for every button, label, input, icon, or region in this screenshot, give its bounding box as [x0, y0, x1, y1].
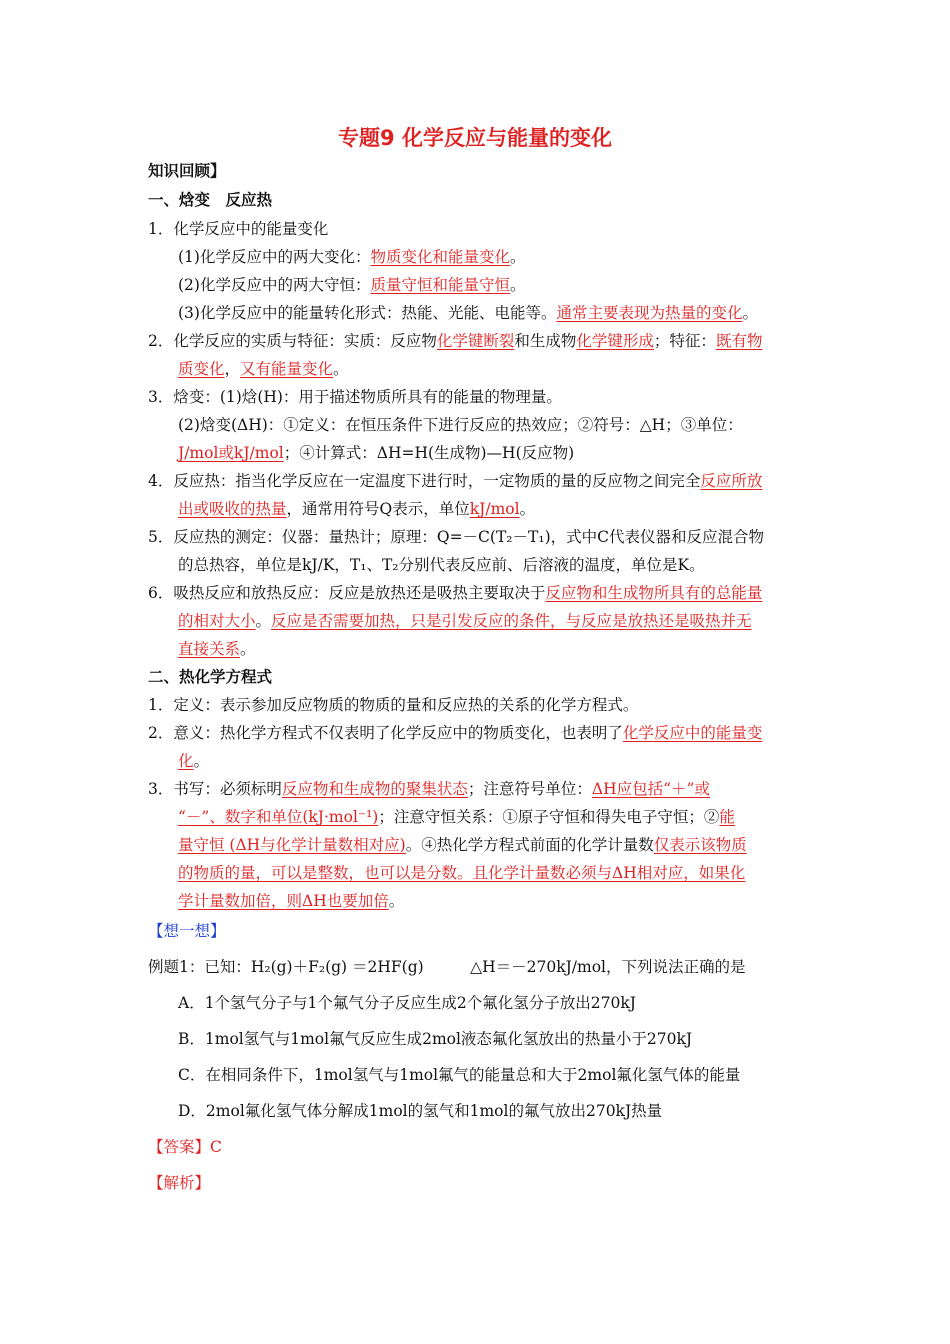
text: 2．化学反应的实质与特征：实质：反应物 [148, 332, 437, 350]
item-4-cont [178, 498, 535, 520]
review-heading: 知识回顾】 [148, 162, 226, 180]
text: 6．吸热反应和放热反应：反应是放热还是吸热主要取决于 [148, 584, 546, 602]
item-1-2 [178, 274, 526, 296]
answer-text: J/mol或kJ/mol [178, 444, 284, 462]
answer-text: 学计量数加倍，则ΔH也要加倍 [178, 892, 389, 910]
item-6-cont [178, 610, 752, 632]
answer-text: 直接关系 [178, 640, 241, 658]
answer-text: 通常主要表现为热量的变化 [556, 304, 743, 322]
item-4 [148, 470, 762, 492]
option-a: A．1个氢气分子与1个氟气分子反应生成2个氟化氢分子放出270kJ [178, 994, 636, 1012]
text: 。 [519, 500, 536, 518]
text: 。 [509, 248, 526, 266]
text: ；特征： [653, 332, 716, 350]
item-2-cont [178, 358, 349, 380]
item-6-cont2 [178, 638, 256, 660]
sec2-item-3-cont3 [178, 862, 745, 884]
item-1-1 [178, 246, 526, 268]
answer-text: 质量守恒和能量守恒 [370, 276, 510, 294]
answer-text: 又有能量变化 [240, 360, 334, 378]
text: 3．书写：必须标明 [148, 780, 282, 798]
answer-text: 量守恒 (ΔH与化学计量数相对应) [178, 836, 406, 854]
item-5: 5．反应热的测定：仪器：量热计；原理：Q=－C(T₂－T₁)，式中C代表仪器和反应混合物 [148, 528, 764, 546]
option-b: B．1mol氢气与1mol氟气反应生成2mol液态氟化氢放出的热量小于270kJ [178, 1030, 693, 1048]
item-2 [148, 330, 762, 352]
answer-text: 仅表示该物质 [653, 836, 747, 854]
text: 和生成物 [514, 332, 577, 350]
text: 2．意义：热化学方程式不仅表明了化学反应中的物质变化，也表明了 [148, 724, 623, 742]
answer-text: 化学键形成 [576, 332, 654, 350]
answer-text: 质变化 [178, 360, 225, 378]
text: 。 [240, 640, 256, 658]
text: 。 [742, 304, 758, 322]
text: ；④计算式：ΔH=H(生成物)—H(反应物) [283, 444, 575, 462]
text: (1)化学反应中的两大变化： [178, 248, 371, 266]
answer-line [148, 1136, 222, 1158]
answer-text: 反应是否需要加热，只是引发反应的条件，与反应是放热还是吸热并无 [271, 612, 752, 630]
section-2-heading: 二、热化学方程式 [148, 668, 273, 686]
answer-text: 的相对大小 [178, 612, 256, 630]
sec2-item-3-cont4 [178, 890, 404, 912]
answer-text: 化 [178, 752, 194, 770]
analysis-label: 【解析】 [148, 1174, 211, 1192]
sec2-item-3-cont2 [178, 834, 747, 856]
answer-text: 物质变化和能量变化 [370, 248, 510, 266]
document-title: 专题9 化学反应与能量的变化 [338, 126, 612, 150]
text: (2)化学反应中的两大守恒： [178, 276, 371, 294]
text: ， [224, 360, 241, 378]
think-label: 【想一想】 [148, 922, 226, 940]
answer-text: “－”、数字和单位(kJ·mol⁻¹) [178, 808, 379, 826]
text: ，通常用符号Q表示，单位 [286, 500, 470, 518]
text: 。 [333, 360, 349, 378]
item-1: 1．化学反应中的能量变化 [148, 220, 329, 238]
item-3-2-cont [178, 442, 574, 464]
option-d: D．2mol氟化氢气体分解成1mol的氢气和1mol的氟气放出270kJ热量 [178, 1102, 663, 1120]
item-6 [148, 582, 762, 604]
text: 4．反应热：指当化学反应在一定温度下进行时，一定物质的量的反应物之间完全 [148, 472, 701, 490]
text: 。 [193, 752, 210, 770]
example-stem: 例题1：已知：H₂(g)＋F₂(g) ＝2HF(g) △H＝－270kJ/mol，下列说法正确的是 [148, 958, 746, 976]
answer-text: 能 [719, 808, 735, 826]
text: ；注意符号单位： [467, 780, 592, 798]
answer-value: C [210, 1138, 222, 1156]
sec2-item-3-cont [178, 806, 735, 828]
text: 。④热化学方程式前面的化学计量数 [405, 836, 654, 854]
answer-text: 的物质的量，可以是整数，也可以是分数。且化学计量数必须与ΔH相对应，如果化 [178, 864, 746, 882]
item-3: 3．焓变：(1)焓(H)：用于描述物质所具有的能量的物理量。 [148, 388, 562, 406]
answer-text: ΔH应包括“＋”或 [591, 780, 710, 798]
answer-text: 化学键断裂 [436, 332, 515, 350]
sec2-item-1: 1．定义：表示参加反应物质的物质的量和反应热的关系的化学方程式。 [148, 696, 639, 714]
answer-text: 反应物和生成物的聚集状态 [281, 780, 468, 798]
item-5-cont: 的总热容，单位是kJ/K，T₁、T₂分别代表反应前、后溶液的温度，单位是K。 [178, 556, 705, 574]
item-1-3 [178, 302, 758, 324]
answer-text: 化学反应中的能量变 [622, 724, 763, 742]
sec2-item-2 [148, 722, 762, 744]
text: 。 [255, 612, 272, 630]
answer-text: 反应所放 [700, 472, 763, 490]
answer-text: kJ/mol [469, 500, 520, 518]
text: 。 [388, 892, 405, 910]
text: 。 [509, 276, 526, 294]
sec2-item-2-cont [178, 750, 209, 772]
text: (3)化学反应中的能量转化形式：热能、光能、电能等。 [178, 304, 557, 322]
sec2-item-3 [148, 778, 710, 800]
answer-text: 出或吸收的热量 [178, 500, 287, 518]
item-3-2: (2)焓变(ΔH)：①定义：在恒压条件下进行反应的热效应；②符号：△H；③单位： [178, 416, 743, 434]
answer-text: 既有物 [715, 332, 763, 350]
answer-label: 【答案】 [148, 1138, 211, 1156]
answer-text: 反应物和生成物所具有的总能量 [545, 584, 763, 602]
section-1-heading: 一、焓变 反应热 [148, 191, 273, 209]
text: ；注意守恒关系：①原子守恒和得失电子守恒；② [378, 808, 720, 826]
option-c: C．在相同条件下，1mol氢气与1mol氟气的能量总和大于2mol氟化氢气体的能量 [178, 1066, 741, 1084]
